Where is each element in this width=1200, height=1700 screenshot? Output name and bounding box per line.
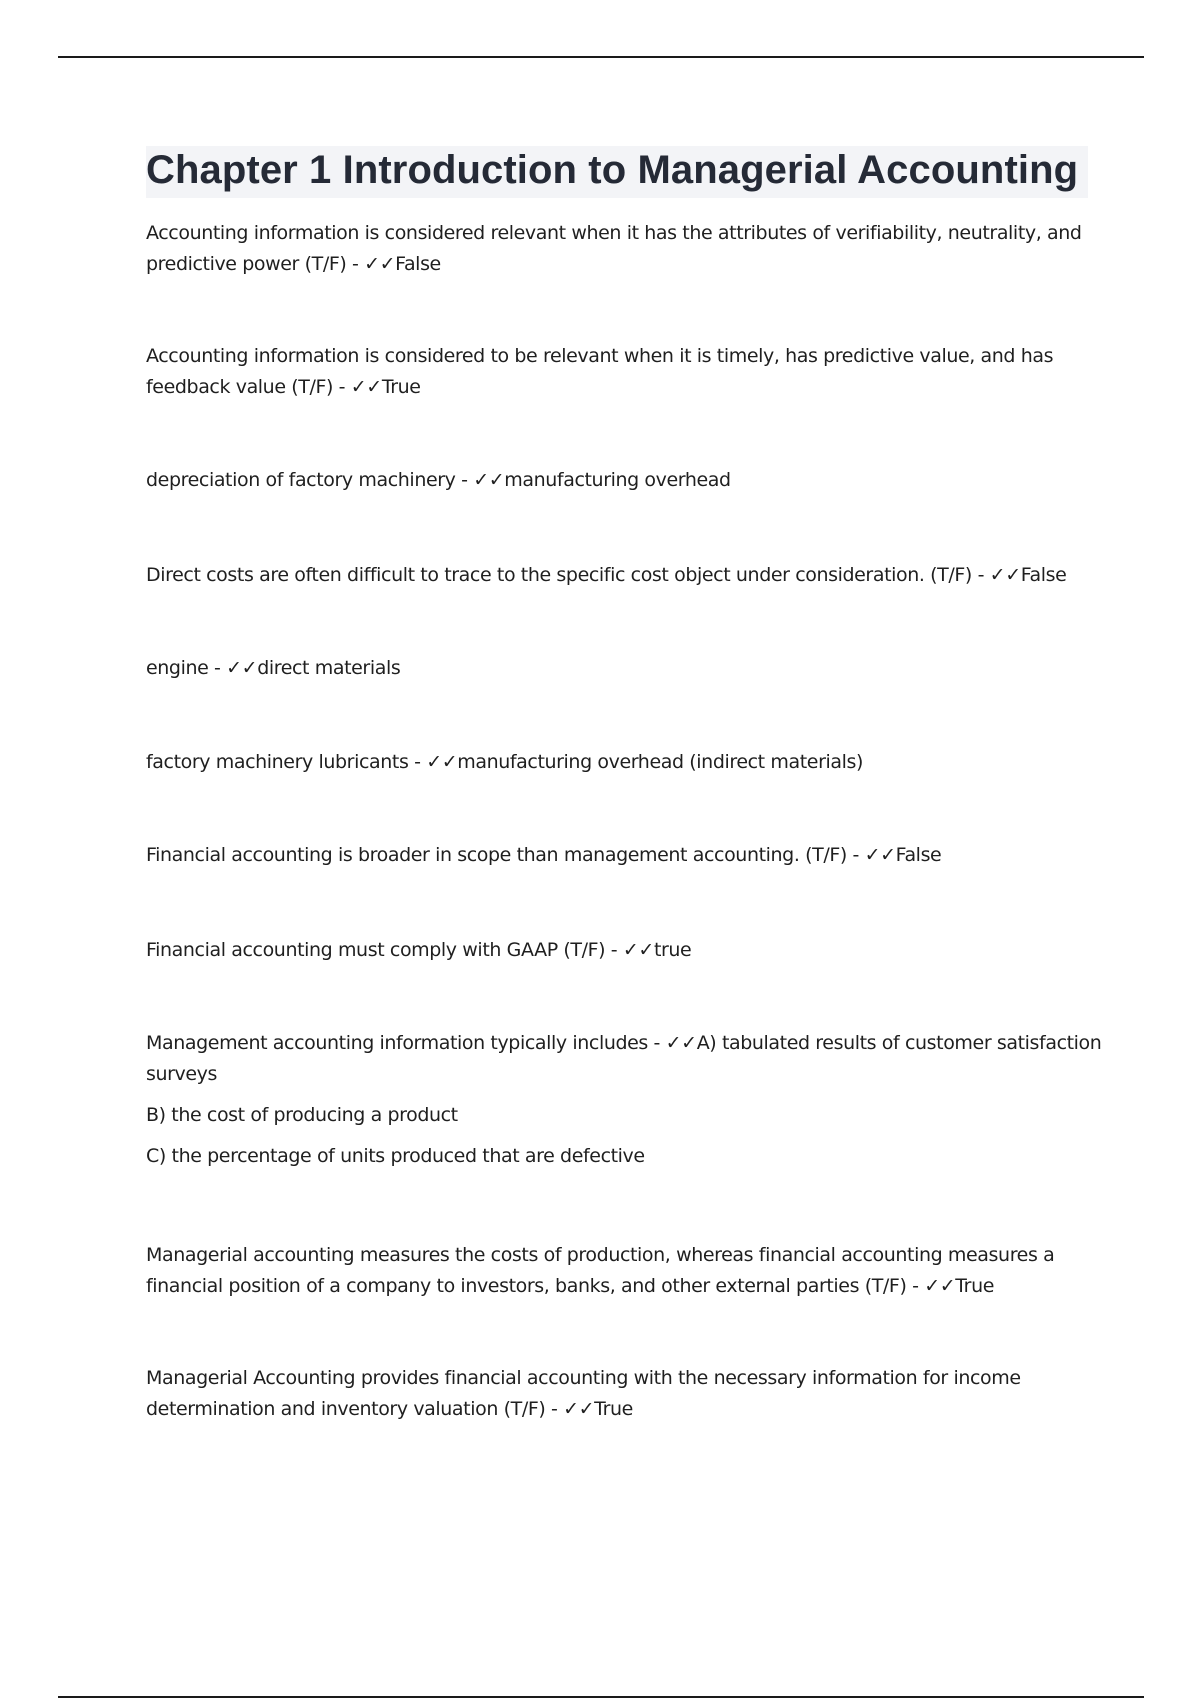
question-text: Direct costs are often difficult to trace to the specific cost object under consideration. (T/F) - [146,564,985,586]
qa-item [146,653,1106,684]
page-title: Chapter 1 Introduction to Managerial Accounting [146,146,1088,198]
check-marks-icon: ✓✓ [989,564,1021,586]
qa-item-multi [146,1028,1106,1172]
answer-text: False [895,844,942,866]
qa-item [146,1028,1106,1090]
answer-text: True [955,1275,995,1297]
check-marks-icon: ✓✓ [473,469,505,491]
question-text: depreciation of factory machinery - [146,469,468,491]
qa-item [146,840,1106,871]
question-text: factory machinery lubricants - [146,751,421,773]
answer-text: true [653,939,692,961]
check-marks-icon: ✓✓ [364,253,396,275]
answer-text: direct materials [257,657,401,679]
check-marks-icon: ✓✓ [924,1275,956,1297]
qa-item [146,747,1106,778]
answer-text: False [1020,564,1067,586]
question-text: Accounting information is considered to be relevant when it is timely, has predictive value, and has feedback value (T/F) - [146,345,1054,398]
qa-item [146,1363,1106,1425]
question-text: Managerial Accounting provides financial accounting with the necessary information for income determination and inventory valuation (T/F) - [146,1367,1021,1420]
check-marks-icon: ✓✓ [622,939,654,961]
question-text: engine - [146,657,221,679]
question-text: Managerial accounting measures the costs of production, whereas financial accounting measures a financial position of a company to investors, banks, and other external parties (T/F) - [146,1244,1055,1297]
question-text: Accounting information is considered relevant when it has the attributes of verifiability, neutrality, and predictive power (T/F) - [146,222,1082,275]
answer-option: C) the percentage of units produced that are defective [146,1145,645,1167]
answer-text: A) tabulated results of customer satisfaction surveys [146,1032,1102,1085]
top-rule [58,56,1144,58]
answer-option: B) the cost of producing a product [146,1104,458,1126]
check-marks-icon: ✓✓ [226,657,258,679]
check-marks-icon: ✓✓ [864,844,896,866]
qa-item [146,935,1106,966]
check-marks-icon: ✓✓ [350,376,382,398]
check-marks-icon: ✓✓ [426,751,458,773]
qa-item [146,1240,1106,1302]
answer-text: manufacturing overhead [504,469,731,491]
qa-item [146,465,1106,496]
qa-item [146,218,1106,280]
bottom-rule [58,1696,1144,1698]
qa-item [146,560,1106,591]
answer-text: True [594,1398,633,1420]
question-text: Financial accounting is broader in scope than management accounting. (T/F) - [146,844,859,866]
check-marks-icon: ✓✓ [563,1398,595,1420]
document-body [146,146,1106,1420]
check-marks-icon: ✓✓ [665,1032,697,1054]
question-text: Financial accounting must comply with GAAP (T/F) - [146,939,618,961]
answer-text: True [381,376,421,398]
answer-text: manufacturing overhead (indirect materials) [457,751,863,773]
qa-item [146,341,1106,403]
question-text: Management accounting information typically includes - [146,1032,661,1054]
answer-text: False [395,253,441,275]
